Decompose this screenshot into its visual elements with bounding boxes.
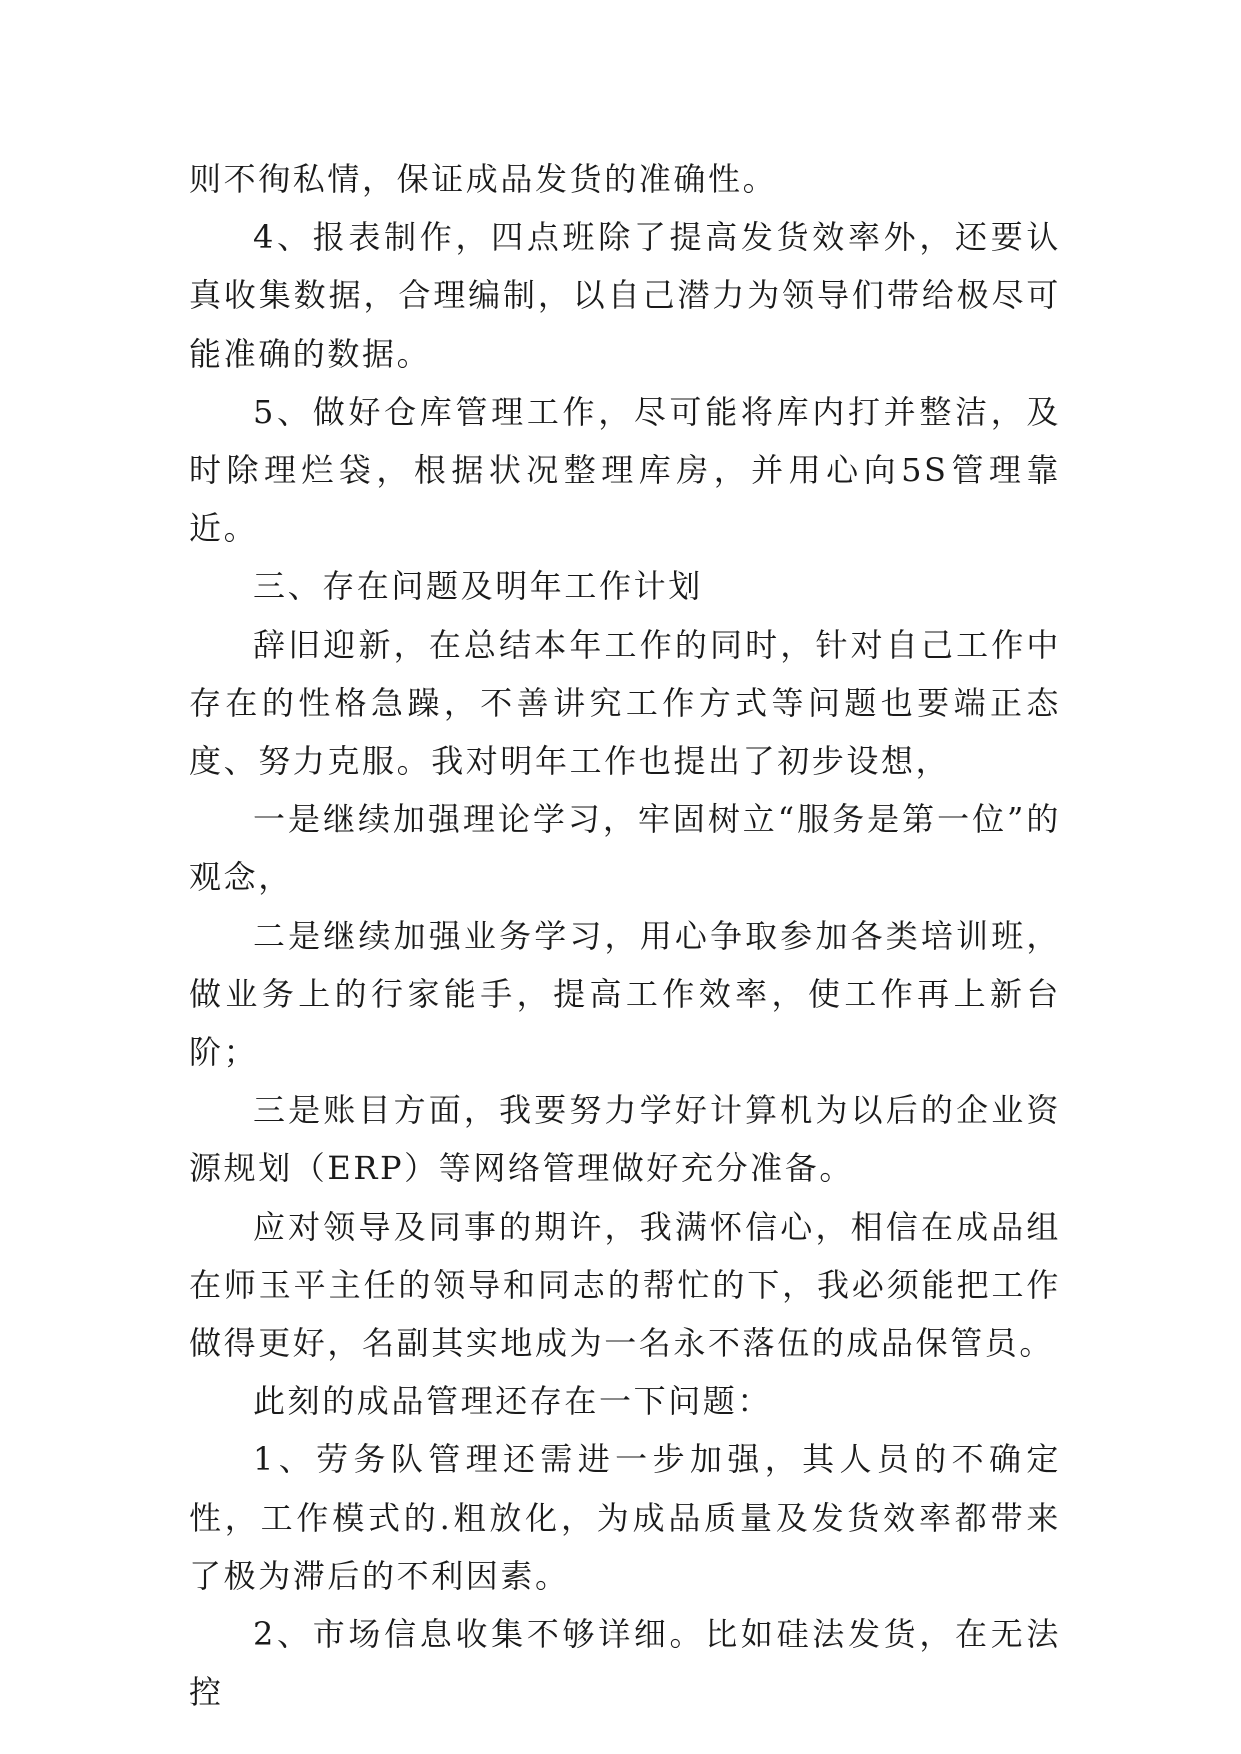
- paragraph-1: 则不徇私情，保证成品发货的准确性。: [189, 160, 778, 198]
- paragraph-5: 辞旧迎新，在总结本年工作的同时，针对自己工作中存在的性格急躁，不善讲究工作方式等问题也要端正态度、努力克服。我对明年工作也提出了初步设想，: [189, 625, 1061, 781]
- paragraph-7: 二是继续加强业务学习，用心争取参加各类培训班，做业务上的行家能手，提高工作效率，使工作再上新台阶；: [189, 916, 1061, 1072]
- paragraph-9: 应对领导及同事的期许，我满怀信心，相信在成品组在师玉平主任的领导和同志的帮忙的下，我必须能把工作做得更好，名副其实地成为一名永不落伍的成品保管员。: [189, 1207, 1061, 1363]
- document-body: [189, 150, 1061, 1721]
- paragraph-3: 5、做好仓库管理工作，尽可能将库内打并整洁，及时除理烂袋，根据状况整理库房，并用心向5S管理靠近。: [189, 392, 1061, 548]
- paragraph-8: 三是账目方面，我要努力学好计算机为以后的企业资源规划（ERP）等网络管理做好充分准备。: [189, 1091, 1061, 1188]
- paragraph-2: 4、报表制作，四点班除了提高发货效率外，还要认真收集数据，合理编制，以自己潜力为领导们带给极尽可能准确的数据。: [189, 218, 1061, 373]
- paragraph-11: 1、劳务队管理还需进一步加强，其人员的不确定性，工作模式的.粗放化，为成品质量及发货效率都带来了极为滞后的不利因素。: [189, 1440, 1061, 1595]
- paragraph-10: 此刻的成品管理还存在一下问题：: [253, 1382, 773, 1421]
- paragraph-6: 一是继续加强理论学习，牢固树立“服务是第一位”的观念，: [189, 800, 1061, 897]
- paragraph-12: 2、市场信息收集不够详细。比如硅法发货，在无法控: [189, 1615, 1061, 1712]
- paragraph-4: 三、存在问题及明年工作计划: [253, 567, 703, 606]
